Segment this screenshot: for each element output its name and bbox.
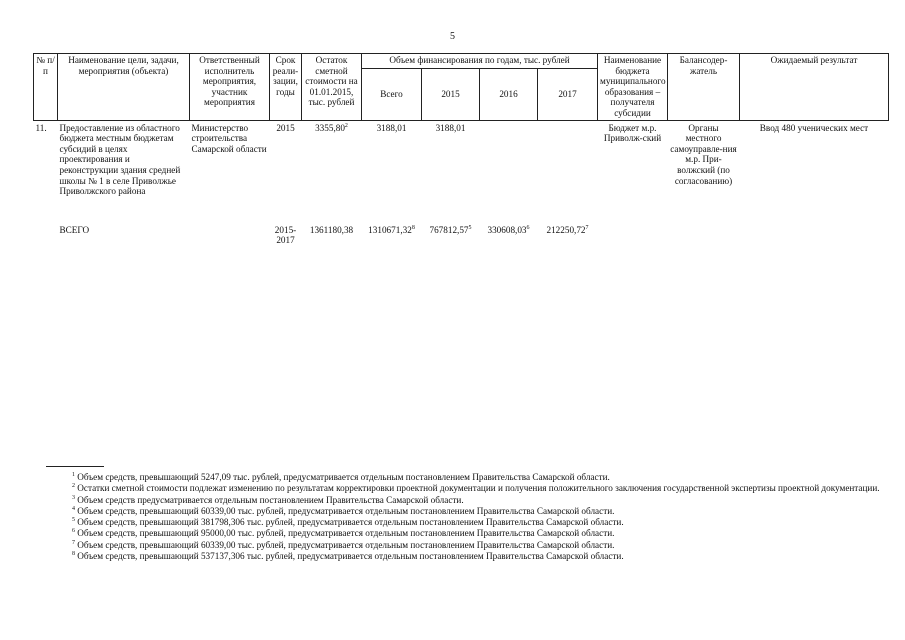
header-total: Всего bbox=[362, 68, 422, 120]
row-total: 3188,01 bbox=[376, 122, 407, 133]
total-term: 2015-2017 bbox=[274, 224, 297, 246]
header-budget: Наименование бюджета муниципального образования – получателя субсидии bbox=[598, 54, 668, 121]
footnote-text: Объем средств, превышающий 537137,306 тыс. рублей, предусматривается отдельным постановлением Правительства Самарской области. bbox=[77, 551, 624, 562]
footnote bbox=[46, 540, 888, 551]
row-budget: Бюджет м.р. Приволж-ский bbox=[603, 122, 662, 144]
footnote-mark: 4 bbox=[72, 505, 75, 512]
footnote-text: Объем средств, превышающий 5247,09 тыс. рублей, предусматривается отдельным постановлением Правительства Самарской области. bbox=[77, 472, 610, 482]
footnote bbox=[46, 517, 888, 528]
row-2016 bbox=[480, 120, 538, 199]
total-2015-value: 767812,57 bbox=[429, 224, 469, 235]
footnote-text: Остатки сметной стоимости подлежат изменению по результатам корректировки проектной документации и получения положительного заключения государственной экспертизы проектной документации. bbox=[77, 483, 880, 494]
total-label: ВСЕГО bbox=[59, 224, 90, 235]
header-remainder: Остаток сметной стоимости на 01.01.2015, тыс. рублей bbox=[302, 54, 362, 121]
total-2017-value: 212250,72 bbox=[546, 224, 586, 235]
row-responsible: Министерство строительства Самарской области bbox=[191, 122, 267, 154]
table-row bbox=[34, 120, 889, 199]
footnote-mark: 3 bbox=[72, 494, 75, 501]
row-2017 bbox=[538, 120, 598, 199]
footnote-ref: 2 bbox=[344, 122, 348, 129]
header-name: Наименование цели, задачи, мероприятия (объекта) bbox=[58, 54, 190, 121]
header-2015: 2015 bbox=[422, 68, 480, 120]
row-2015: 3188,01 bbox=[435, 122, 466, 133]
total-row bbox=[34, 223, 889, 248]
footnotes bbox=[46, 472, 888, 562]
header-holder: Балансодер-жатель bbox=[668, 54, 740, 121]
footnote bbox=[46, 472, 888, 483]
total-2017 bbox=[538, 223, 598, 248]
footnote-ref: 7 bbox=[585, 224, 589, 231]
footnote-mark: 8 bbox=[72, 551, 75, 558]
footnote-ref: 5 bbox=[468, 224, 472, 231]
footnote-text: Объем средств, превышающий 60339,00 тыс. рублей, предусматривается отдельным постановлением Правительства Самарской области. bbox=[77, 505, 615, 516]
footnote-divider bbox=[46, 466, 104, 467]
funding-table bbox=[33, 53, 889, 248]
footnote-mark: 2 bbox=[72, 483, 75, 490]
page-number: 5 bbox=[450, 31, 455, 42]
row-num: 11. bbox=[35, 122, 47, 133]
header-funding-group: Объем финансирования по годам, тыс. рублей bbox=[362, 54, 598, 69]
header-term: Срок реали-зации, годы bbox=[270, 54, 302, 121]
total-2016-value: 330608,03 bbox=[487, 224, 527, 235]
header-2017: 2017 bbox=[538, 68, 598, 120]
header-num: № п/п bbox=[34, 54, 58, 121]
row-term: 2015 bbox=[276, 122, 295, 133]
header-result: Ожидаемый результат bbox=[740, 54, 889, 121]
row-remainder bbox=[302, 120, 362, 199]
total-2016 bbox=[480, 223, 538, 248]
footnote bbox=[46, 495, 888, 506]
footnote bbox=[46, 551, 888, 562]
row-remainder-value: 3355,80 bbox=[315, 122, 345, 133]
footnote-text: Объем средств, превышающий 60339,00 тыс. рублей, предусматривается отдельным постановлением Правительства Самарской области. bbox=[77, 539, 615, 550]
header-responsible: Ответственный исполнитель мероприятия, участник мероприятия bbox=[190, 54, 270, 121]
total-sum bbox=[362, 223, 422, 248]
footnote-ref: 8 bbox=[411, 224, 415, 231]
footnote-mark: 5 bbox=[72, 517, 75, 524]
total-2015 bbox=[422, 223, 480, 248]
total-remainder: 1361180,38 bbox=[309, 224, 354, 235]
footnote-ref: 6 bbox=[526, 224, 530, 231]
total-sum-value: 1310671,32 bbox=[368, 224, 412, 235]
row-result: Ввод 480 ученических мест bbox=[759, 122, 869, 133]
footnote-text: Объем средств предусматривается отдельным постановлением Правительства Самарской области. bbox=[77, 494, 464, 505]
footnote bbox=[46, 528, 888, 539]
footnote-mark: 7 bbox=[72, 539, 75, 546]
footnote-text: Объем средств, превышающий 381798,306 тыс. рублей, предусматривается отдельным постановлением Правительства Самарской области. bbox=[77, 517, 624, 528]
footnote-mark: 6 bbox=[72, 528, 75, 535]
footnote bbox=[46, 483, 888, 494]
header-2016: 2016 bbox=[480, 68, 538, 120]
row-name: Предоставление из областного бюджета местным бюджетам субсидий в целях проектирования и реконструкции здания средней школы № 1 в селе Приволжье Приволжского района bbox=[59, 122, 181, 197]
row-holder: Органы местного самоуправле-ния м.р. При-волжский (по согласованию) bbox=[670, 122, 737, 186]
footnote-mark: 1 bbox=[72, 471, 75, 478]
footnote-text: Объем средств, превышающий 95000,00 тыс. рублей, предусматривается отдельным постановлением Правительства Самарской области. bbox=[77, 528, 615, 539]
footnote bbox=[46, 506, 888, 517]
